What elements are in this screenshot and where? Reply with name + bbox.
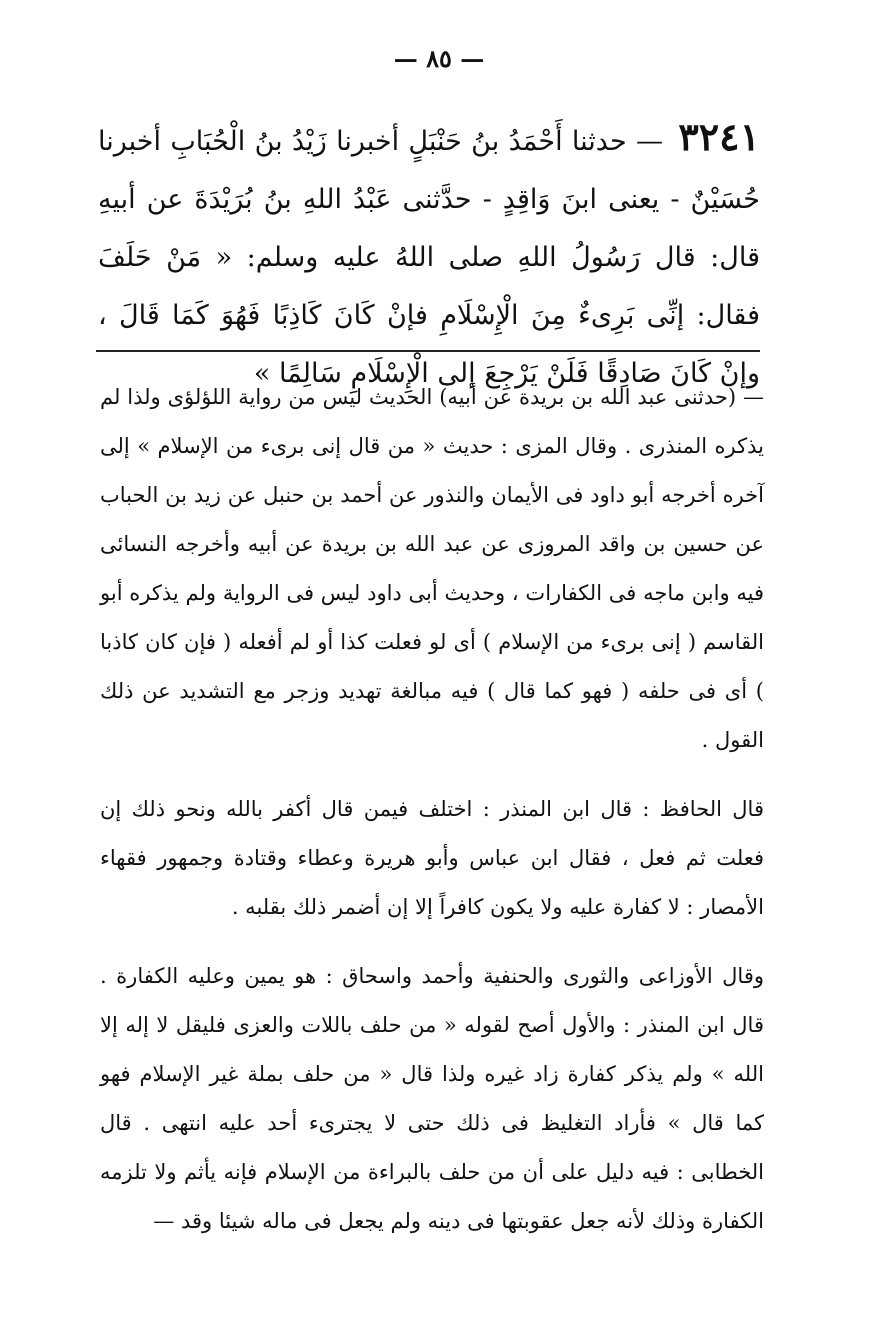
hadith-text-block	[98, 108, 760, 403]
page-number: — ٨٥ —	[393, 44, 485, 73]
footnote-divider	[96, 350, 760, 352]
hadith-number: ٣٢٤١	[678, 114, 760, 159]
commentary-paragraph: — (حدثنى عبد الله بن بريدة عن أبيه) الحديث ليس من رواية اللؤلؤى ولذا لم يذكره المنذرى . وقال المزى : حديث « من قال إنى برىء من الإسلام » إلى آخره أخرجه أبو داود فى الأيمان والنذور عن أحمد بن حنبل عن زيد بن الحباب عن حسين بن واقد المروزى عن عبد الله بن بريدة عن أبيه وأخرجه النسائى فيه وابن ماجه فى الكفارات ، وحديث أبى داود ليس فى الرواية ولم يذكره أبو القاسم ( إنى برىء من الإسلام ) أى لو فعلت كذا أو لم أفعله ( فإن كان كاذبا ) أى فى حلفه ( فهو كما قال ) فيه مبالغة تهديد وزجر مع التشديد عن ذلك القول .	[100, 385, 764, 752]
hadith-body: — حدثنا أَحْمَدُ بنُ حَنْبَلٍ أخبرنا زَيْدُ بنُ الْحُبَابِ أخبرنا حُسَيْنٌ - يعنى ابنَ وَاقِدٍ - حدَّثنى عَبْدُ اللهِ بنُ بُرَيْدَةَ عن أبيهِ قال: قال رَسُولُ اللهِ صلى اللهُ عليه وسلم: « مَنْ حَلَفَ فقال: إنِّى بَرِىءٌ مِنَ الْإِسْلَامِ فإنْ كَانَ كَاذِبًا فَهُوَ كَمَا قَالَ ، وإنْ كَانَ صَادِقًا فَلَنْ يَرْجِعَ إلى الْإِسْلَامِ سَالِمًا »	[98, 126, 760, 389]
commentary-block	[100, 373, 764, 1246]
commentary-paragraph: قال الحافظ : قال ابن المنذر : اختلف فيمن قال أكفر بالله ونحو ذلك إن فعلت ثم فعل ، فقال ابن عباس وأبو هريرة وعطاء وقتادة وجمهور فقهاء الأمصار : لا كفارة عليه ولا يكون كافراً إلا إن أضمر ذلك بقلبه .	[100, 797, 764, 919]
commentary-paragraph: وقال الأوزاعى والثورى والحنفية وأحمد واسحاق : هو يمين وعليه الكفارة . قال ابن المنذر : والأول أصح لقوله « من حلف باللات والعزى فليقل لا إله إلا الله » ولم يذكر كفارة زاد غيره ولذا قال « من حلف بملة غير الإسلام فهو كما قال » فأراد التغليظ فى ذلك حتى لا يجترىء أحد عليه انتهى . قال الخطابى : فيه دليل على أن من حلف بالبراءة من الإسلام فإنه يأثم ولا تلزمه الكفارة وذلك لأنه جعل عقوبتها فى دينه ولم يجعل فى ماله شيئا وقد —	[100, 964, 764, 1233]
